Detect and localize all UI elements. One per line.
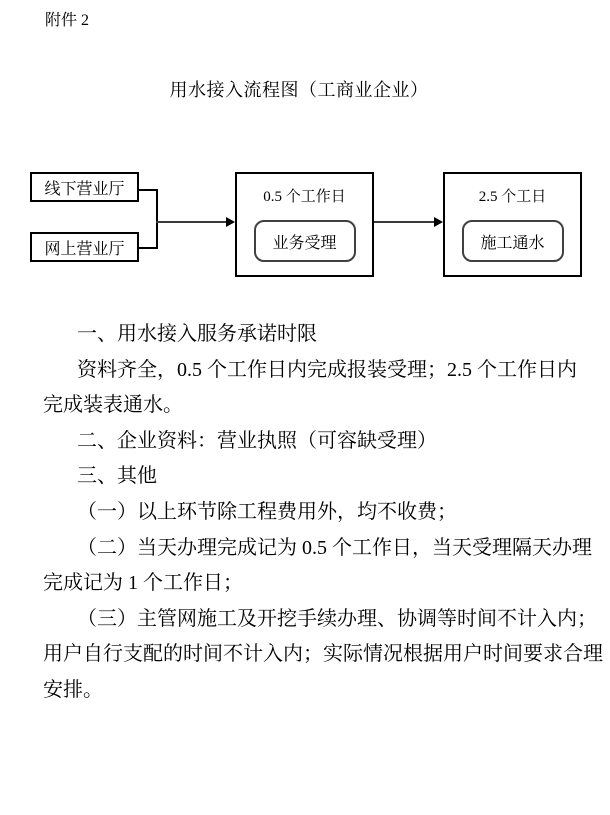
arrow-to-stage2-line (372, 221, 435, 223)
stage1-duration-label: 0.5 个工作日 (263, 189, 346, 205)
stage2-duration-label: 2.5 个工日 (478, 189, 547, 205)
body-line: 完成装表通水。 (43, 394, 183, 417)
page-title: 用水接入流程图（工商业企业） (169, 80, 429, 100)
body-text (43, 317, 603, 709)
flow-node-online-hall (30, 232, 139, 262)
body-line: 完成记为 1 个工作日； (43, 572, 243, 595)
flow-node-stage1 (235, 172, 374, 277)
attachment-label: 附件 2 (45, 12, 90, 29)
flow-node-stage2 (443, 172, 582, 277)
stage1-action-box (254, 220, 356, 262)
arrow-to-stage1-line (156, 221, 227, 223)
arrow-to-stage1-head (226, 217, 235, 227)
body-line: 一、用水接入服务承诺时限 (77, 323, 317, 345)
body-line: （三）主管网施工及开挖手续办理、协调等时间不计入内； (77, 607, 597, 630)
stage2-action-label: 施工通水 (480, 234, 545, 252)
arrow-to-stage2-head (434, 217, 443, 227)
body-line: 安排。 (43, 678, 103, 701)
body-line: 三、其他 (77, 465, 157, 488)
connector-merge-line (156, 189, 158, 249)
flow-node-offline-hall-label: 线下营业厅 (44, 180, 125, 198)
body-line: （二）当天办理完成记为 0.5 个工作日，当天受理隔天办理 (77, 536, 592, 559)
stage2-action-box (462, 220, 564, 262)
flow-node-offline-hall (30, 172, 139, 202)
stage1-action-label: 业务受理 (272, 234, 337, 252)
body-line: 二、企业资料：营业执照（可容缺受理） (77, 429, 437, 452)
body-line: 资料齐全，0.5 个工作日内完成报装受理；2.5 个工作日内 (77, 358, 577, 381)
body-line: 用户自行支配的时间不计入内；实际情况根据用户时间要求合理 (43, 643, 603, 666)
body-line: （一）以上环节除工程费用外，均不收费； (77, 500, 457, 523)
flow-node-online-hall-label: 网上营业厅 (44, 240, 125, 258)
